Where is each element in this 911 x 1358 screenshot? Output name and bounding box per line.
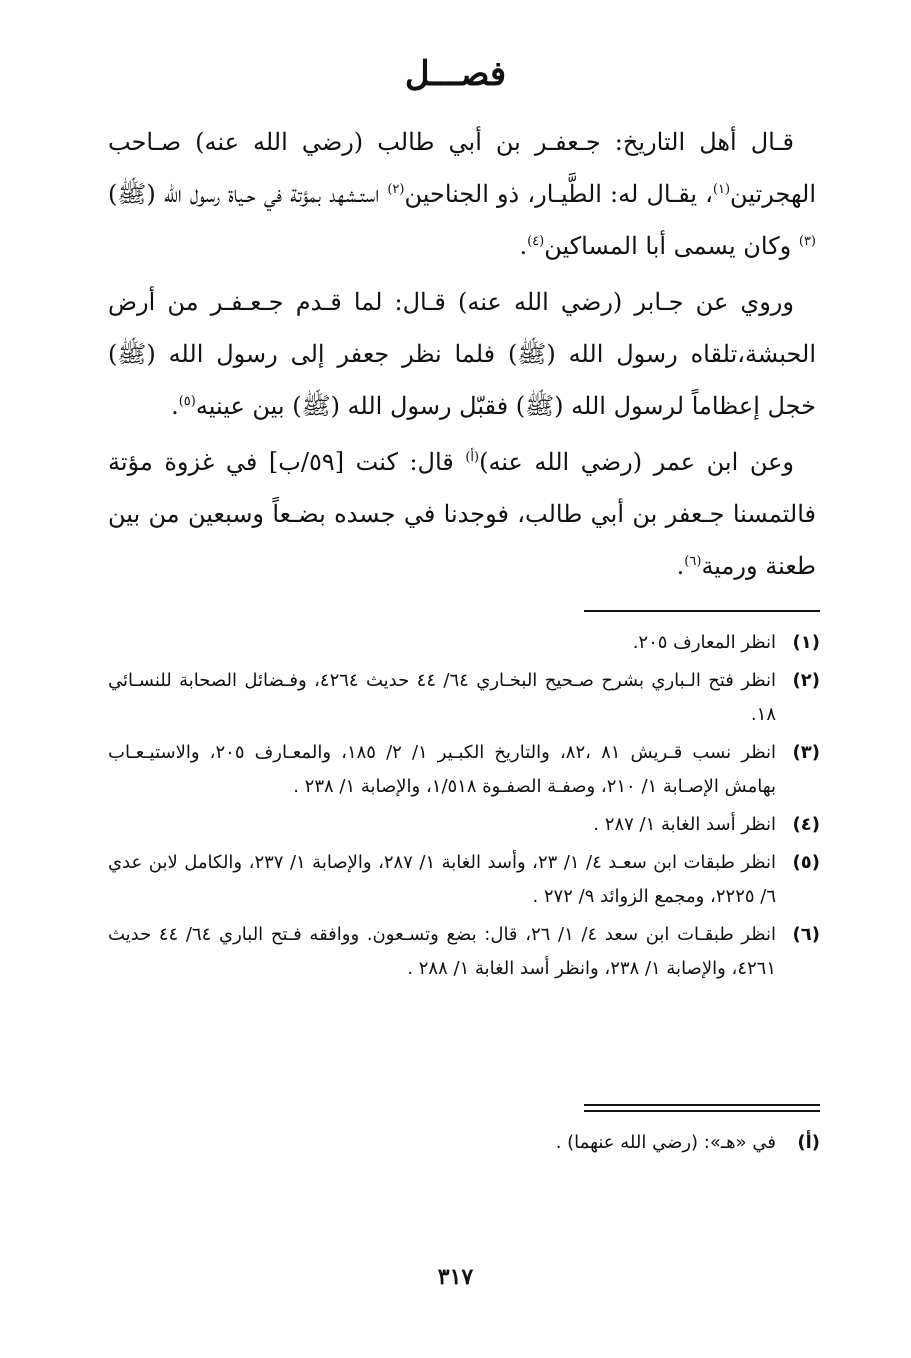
editor-note-text: في «هـ»: (رضي الله عنهما) .	[555, 1132, 776, 1153]
footnote-text: انظر المعارف ٢٠٥.	[632, 632, 776, 653]
editor-notes-divider	[584, 1110, 820, 1112]
section-heading: فصـــل	[404, 54, 507, 94]
footnote-item	[108, 846, 820, 914]
footnote-item	[108, 736, 820, 804]
paragraph-text: .	[519, 232, 528, 260]
footnote-ref[interactable]: (٢)	[387, 182, 405, 197]
footnote-number: (٣)	[792, 742, 820, 763]
paragraph-text: وروي عن جـابر (رضي الله عنه) قـال: لما قـدم جـعـفـر من أرض الحبشة،تلقاه رسول الله (ﷺ) فلما نظر جعفر إلى رسول الله (ﷺ) خجل إعظاماً لرسول الله (ﷺ) فقبّل رسول الله (ﷺ) بين عينيه	[108, 288, 816, 420]
footnote-item	[108, 664, 820, 732]
footnote-text: انظر طبقات ابن سعـد ٤/ ١/ ٢٣، وأسد الغابة ١/ ٢٨٧، والإصابة ١/ ٢٣٧، والكامل لابن عدي ٦/ ٢٢٢٥، ومجمع الزوائد ٩/ ٢٧٢ .	[108, 852, 776, 907]
footnote-number: (٤)	[792, 814, 820, 835]
footnote-item	[108, 808, 820, 842]
paragraph-text: قال: كنت [٥٩/ب] في غزوة مؤتة فالتمسنا جـعفر بن أبي طالب، فوجدنا في جسده بضـعاً وسبعين من بين طعنة ورمية	[108, 448, 817, 580]
paragraph-text: .	[171, 392, 179, 420]
paragraph-3	[108, 436, 816, 592]
footnote-divider	[584, 610, 820, 612]
editor-notes-divider	[584, 1104, 820, 1106]
paragraph-2	[108, 276, 816, 432]
footnote-text: انظر نسب قـريش ٨١ ،٨٢، والتاريخ الكبـير ١/ ٢/ ١٨٥، والمعـارف ٢٠٥، والاستيـعـاب بهامش الإصـابة ١/ ٢١٠، وصفـة الصفـوة ١/٥١٨، والإصابة ١/ ٢٣٨ .	[108, 742, 776, 797]
editor-notes	[108, 1126, 820, 1164]
paragraph-text: قـال أهل التاريخ: جـعفـر بن أبي طالب (رضي الله عنه) صـاحب الهجرتين	[108, 128, 817, 208]
paragraph-text: استـشهد بمؤتة في حـياة رسول الله (ﷺ)	[108, 180, 388, 208]
paragraph-text: وعن ابن عمر (رضي الله عنه)	[479, 448, 795, 476]
footnote-ref[interactable]: (٦)	[684, 554, 702, 569]
footnote-number: (٥)	[792, 852, 820, 873]
footnote-ref[interactable]: (٥)	[178, 394, 196, 409]
editor-note-item	[108, 1126, 820, 1160]
editor-note-ref[interactable]: (أ)	[465, 450, 480, 465]
footnote-item	[108, 918, 820, 986]
paragraph-text: .	[676, 552, 685, 580]
paragraph-1	[108, 116, 816, 272]
footnote-number: (١)	[792, 632, 820, 653]
footnote-ref[interactable]: (٣)	[798, 234, 816, 249]
footnote-ref[interactable]: (٤)	[527, 234, 545, 249]
footnote-text: انظر فتح الـباري بشرح صـحيح البخـاري ٦٤/ ٤٤ حديث ٤٢٦٤، وفـضائل الصحابة للنسـائي ١٨.	[108, 670, 777, 725]
editor-note-number: (أ)	[797, 1132, 820, 1153]
footnote-item	[108, 626, 820, 660]
footnote-number: (٢)	[792, 670, 820, 691]
footnote-number: (٦)	[792, 924, 820, 945]
footnote-ref[interactable]: (١)	[712, 182, 731, 197]
paragraph-text: وكان يسمى أبا المساكين	[544, 232, 799, 260]
page-number: ٣١٧	[437, 1264, 474, 1290]
footnote-text: انظر أسد الغابة ١/ ٢٨٧ .	[593, 814, 776, 835]
footnote-text: انظر طبقـات ابن سعد ٤/ ١/ ٢٦، قال: بضع وتسـعون. ووافقه فـتح الباري ٦٤/ ٤٤ حديث ٤٢٦١، والإصابة ١/ ٢٣٨، وانظر أسد الغابة ١/ ٢٨٨ .	[108, 924, 777, 979]
paragraph-text: ، يقـال له: الطَّيـار، ذو الجناحين	[404, 180, 713, 208]
footnotes	[108, 626, 820, 990]
